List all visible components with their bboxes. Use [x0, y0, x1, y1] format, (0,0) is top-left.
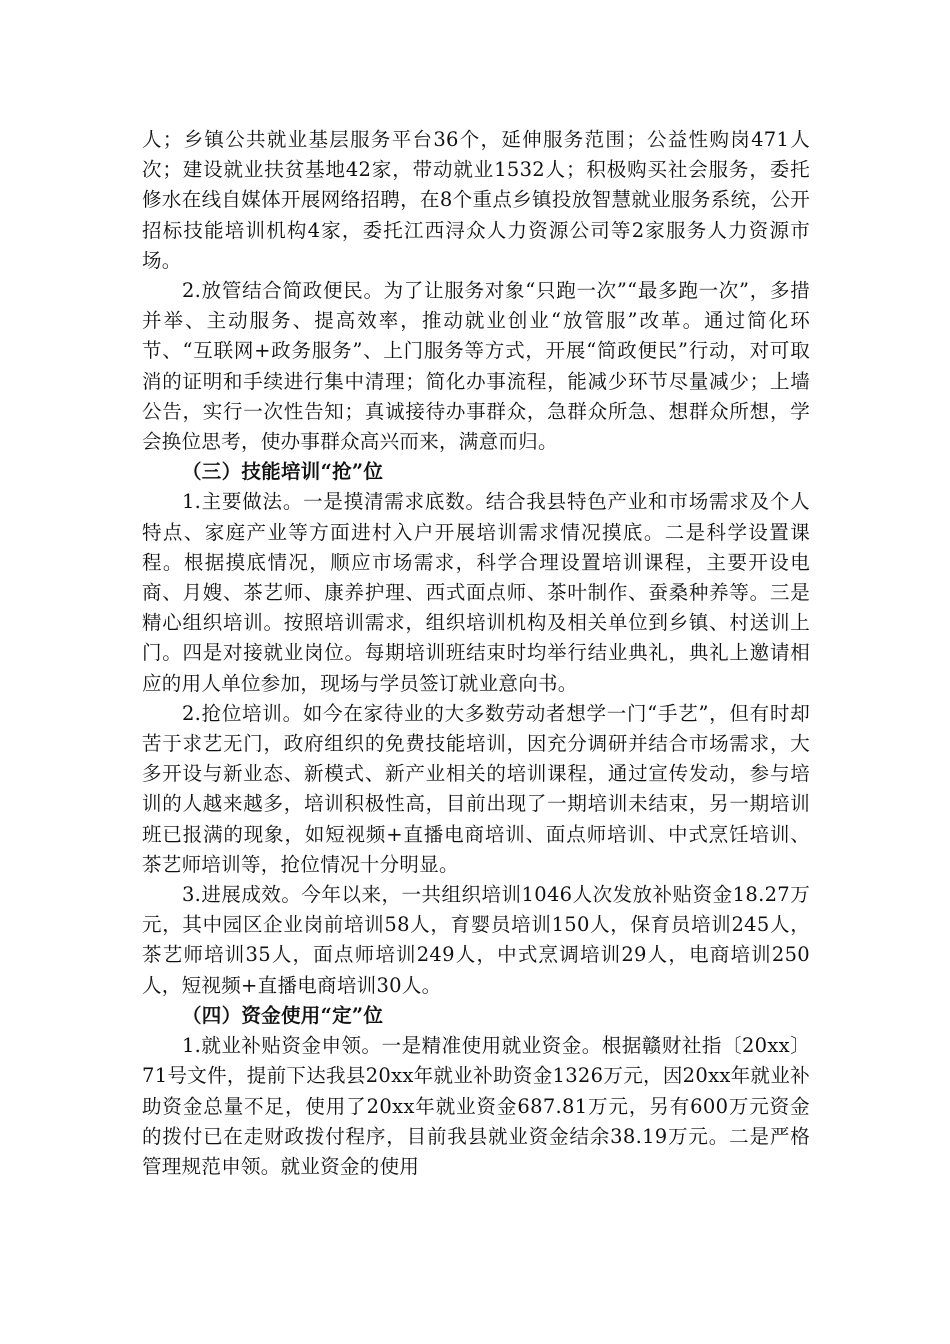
paragraph-training-demand: 2.抢位培训。如今在家待业的大多数劳动者想学一门“手艺”，但有时却苦于求艺无门，政府组织的免费技能培训，因充分调研并结合市场需求，大多开设与新业态、新模式、新产业相关的培训课程，通过宣传发动，参与培训的人越来越多，培训积极性高，目前出现了一期培训未结束，另一期培训班已报满的现象，如短视频+直播电商培训、面点师培训、中式烹饪培训、茶艺师培训等，抢位情况十分明显。: [142, 701, 810, 876]
paragraph-continued-service-platforms: 人；乡镇公共就业基层服务平台36个，延伸服务范围；公益性购岗471人次；建设就业扶贫基地42家，带动就业1532人；积极购买社会服务，委托修水在线自媒体开展网络招聘，在8个重点乡镇投放智慧就业服务系统，公开招标技能培训机构4家，委托江西浔众人力资源公司等2家服务人力资源市场。: [142, 128, 810, 272]
paragraph-simplify-administration: 2.放管结合简政便民。为了让服务对象“只跑一次”“最多跑一次”，多措并举、主动服务、提高效率，推动就业创业“放管服”改革。通过简化环节、“互联网+政务服务”、上门服务等方式，开展“简政便民”行动，对可取消的证明和手续进行集中清理；简化办事流程，能减少环节尽量减少；上墙公告，实行一次性告知；真诚接待办事群众，急群众所急、想群众所想，学会换位思考，使办事群众高兴而来，满意而归。: [142, 279, 810, 454]
paragraph-main-practices: 1.主要做法。一是摸清需求底数。结合我县特色产业和市场需求及个人特点、家庭产业等方面进村入户开展培训需求情况摸底。二是科学设置课程。根据摸底情况，顺应市场需求，科学合理设置培训课程，主要开设电商、月嫂、茶艺师、康养护理、西式面点师、茶叶制作、蚕桑种养等。三是精心组织培训。按照培训需求，组织培训机构及相关单位到乡镇、村送训上门。四是对接就业岗位。每期培训班结束时均举行结业典礼，典礼上邀请相应的用人单位参加，现场与学员签订就业意向书。: [142, 490, 810, 695]
section-heading-skills-training: （三）技能培训“抢”位: [181, 460, 384, 484]
section-heading-fund-usage: （四）资金使用“定”位: [181, 1003, 384, 1027]
paragraph-progress-results: 3.进展成效。今年以来，一共组织培训1046人次发放补贴资金18.27万元，其中园区企业岗前培训58人，育婴员培训150人，保育员培训245人，茶艺师培训35人，面点师培训249人，中式烹调培训29人，电商培训250人，短视频+直播电商培训30人。: [142, 883, 810, 997]
paragraph-subsidy-application: 1.就业补贴资金申领。一是精准使用就业资金。根据赣财社指〔20xx〕71号文件，提前下达我县20xx年就业补助资金1326万元，因20xx年就业补助资金总量不足，使用了20xx年就业资金687.81万元，另有600万元资金的拨付已在走财政拨付程序，目前我县就业资金结余38.19万元。二是严格管理规范申领。就业资金的使用: [142, 1034, 810, 1178]
document-body: [142, 125, 810, 1182]
